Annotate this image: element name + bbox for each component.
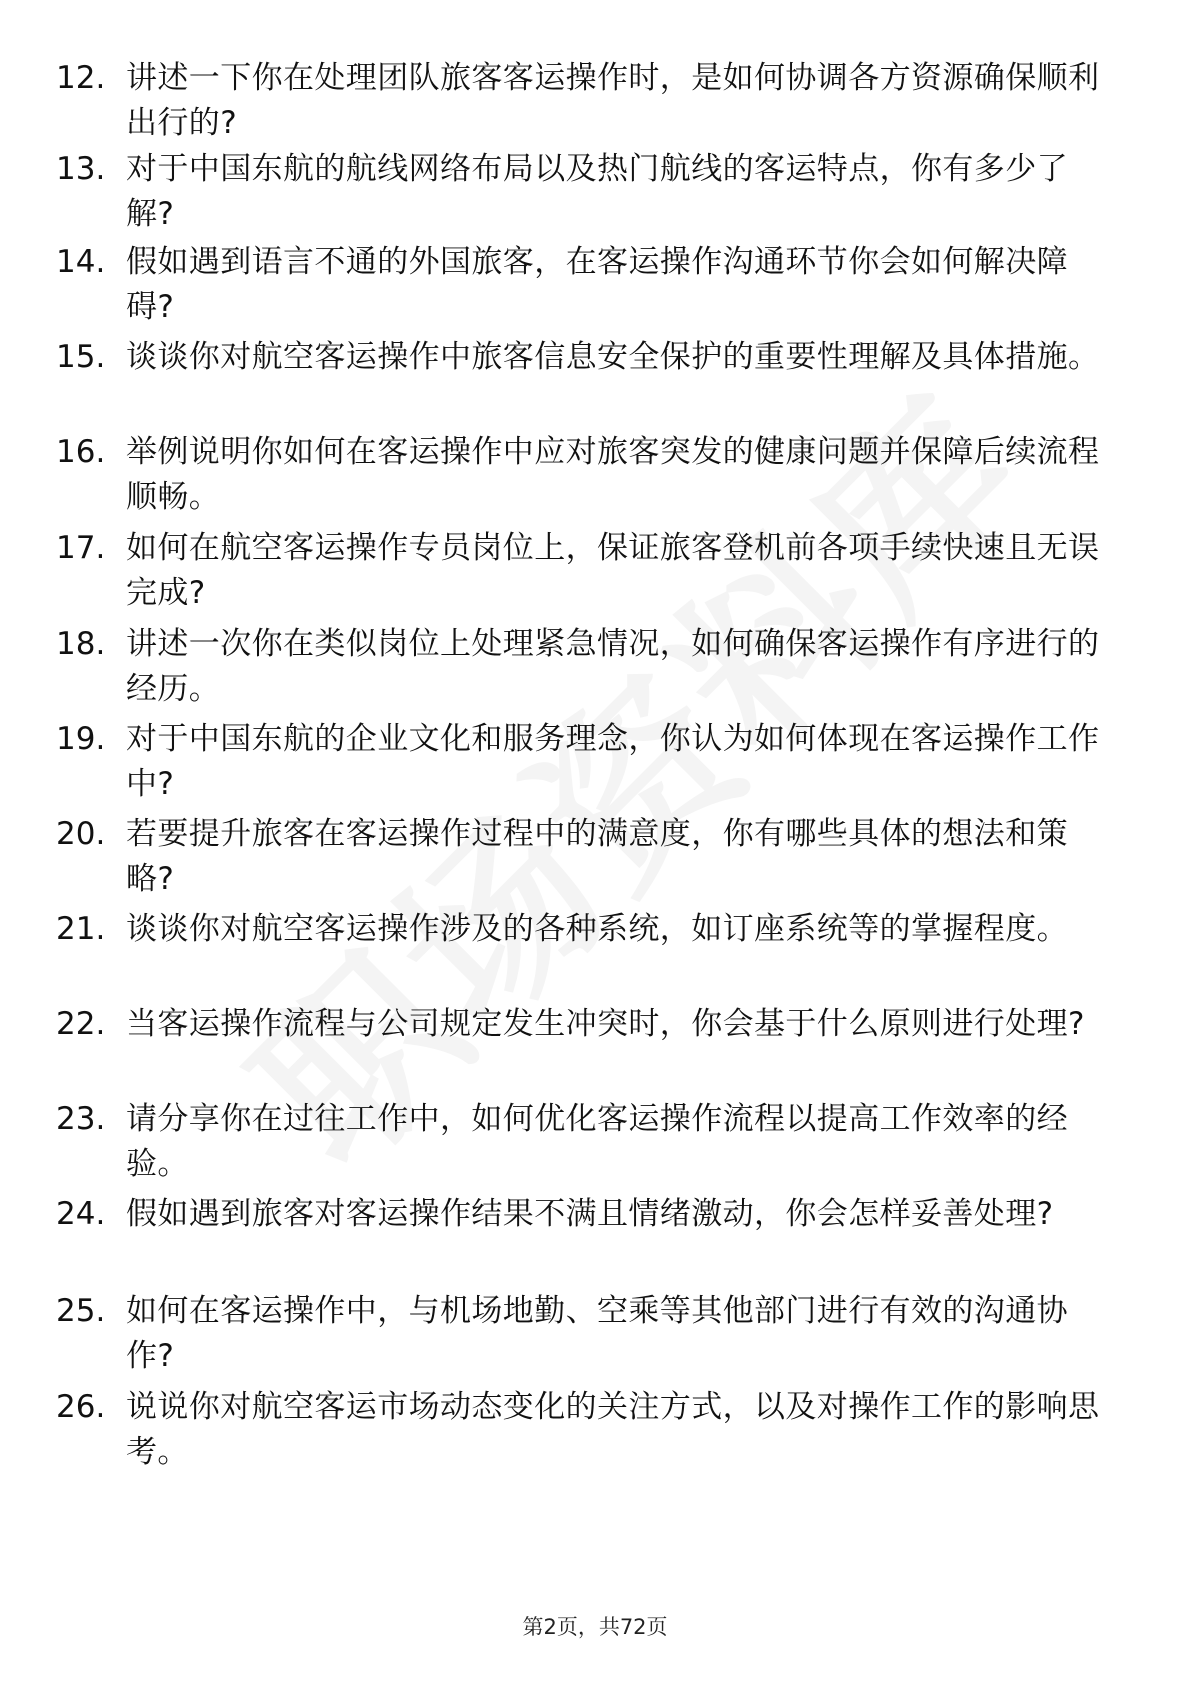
- question-number: 18.: [56, 626, 106, 662]
- question-text: 谈谈你对航空客运操作中旅客信息安全保护的重要性理解及具体措施。: [126, 339, 1100, 375]
- question-number: 24.: [56, 1196, 106, 1232]
- question-number: 23.: [56, 1101, 106, 1137]
- question-text: 讲述一次你在类似岗位上处理紧急情况，如何确保客运操作有序进行的经历。: [126, 626, 1100, 707]
- list-item: [0, 56, 1190, 152]
- question-text: 对于中国东航的航线网络布局以及热门航线的客运特点，你有多少了解?: [126, 151, 1068, 232]
- question-text: 如何在航空客运操作专员岗位上，保证旅客登机前各项手续快速且无误完成?: [126, 530, 1100, 611]
- list-item: [0, 526, 1190, 622]
- question-number: 21.: [56, 911, 106, 947]
- question-text: 如何在客运操作中，与机场地勤、空乘等其他部门进行有效的沟通协作?: [126, 1293, 1068, 1374]
- question-number: 12.: [56, 60, 106, 96]
- question-text: 说说你对航空客运市场动态变化的关注方式，以及对操作工作的影响思考。: [126, 1389, 1100, 1470]
- question-text: 假如遇到旅客对客运操作结果不满且情绪激动，你会怎样妥善处理?: [126, 1196, 1054, 1232]
- question-number: 15.: [56, 339, 106, 375]
- list-item: [0, 335, 1190, 431]
- list-item: [0, 717, 1190, 813]
- question-number: 22.: [56, 1006, 106, 1042]
- list-item: [0, 1097, 1190, 1193]
- list-item: [0, 1289, 1190, 1385]
- question-text: 对于中国东航的企业文化和服务理念，你认为如何体现在客运操作工作中?: [126, 721, 1100, 802]
- question-number: 16.: [56, 434, 106, 470]
- question-text: 讲述一下你在处理团队旅客客运操作时，是如何协调各方资源确保顺利出行的?: [126, 60, 1100, 141]
- list-item: [0, 907, 1190, 1003]
- question-text: 请分享你在过往工作中，如何优化客运操作流程以提高工作效率的经验。: [126, 1101, 1068, 1182]
- question-number: 13.: [56, 151, 106, 187]
- question-text: 举例说明你如何在客运操作中应对旅客突发的健康问题并保障后续流程顺畅。: [126, 434, 1100, 515]
- list-item: [0, 147, 1190, 243]
- question-text: 谈谈你对航空客运操作涉及的各种系统，如订座系统等的掌握程度。: [126, 911, 1068, 947]
- question-number: 19.: [56, 721, 106, 757]
- list-item: [0, 1002, 1190, 1098]
- list-item: [0, 812, 1190, 908]
- list-item: [0, 622, 1190, 718]
- question-number: 25.: [56, 1293, 106, 1329]
- question-text: 假如遇到语言不通的外国旅客，在客运操作沟通环节你会如何解决障碍?: [126, 244, 1068, 325]
- page-number-label: 第2页，共72页: [522, 1615, 668, 1639]
- question-number: 20.: [56, 816, 106, 852]
- page-footer: [0, 1612, 1190, 1642]
- question-number: 14.: [56, 244, 106, 280]
- question-number: 26.: [56, 1389, 106, 1425]
- list-item: [0, 430, 1190, 526]
- question-text: 当客运操作流程与公司规定发生冲突时，你会基于什么原则进行处理?: [126, 1006, 1085, 1042]
- question-text: 若要提升旅客在客运操作过程中的满意度，你有哪些具体的想法和策略?: [126, 816, 1068, 897]
- question-number: 17.: [56, 530, 106, 566]
- list-item: [0, 1385, 1190, 1481]
- list-item: [0, 240, 1190, 336]
- list-item: [0, 1192, 1190, 1288]
